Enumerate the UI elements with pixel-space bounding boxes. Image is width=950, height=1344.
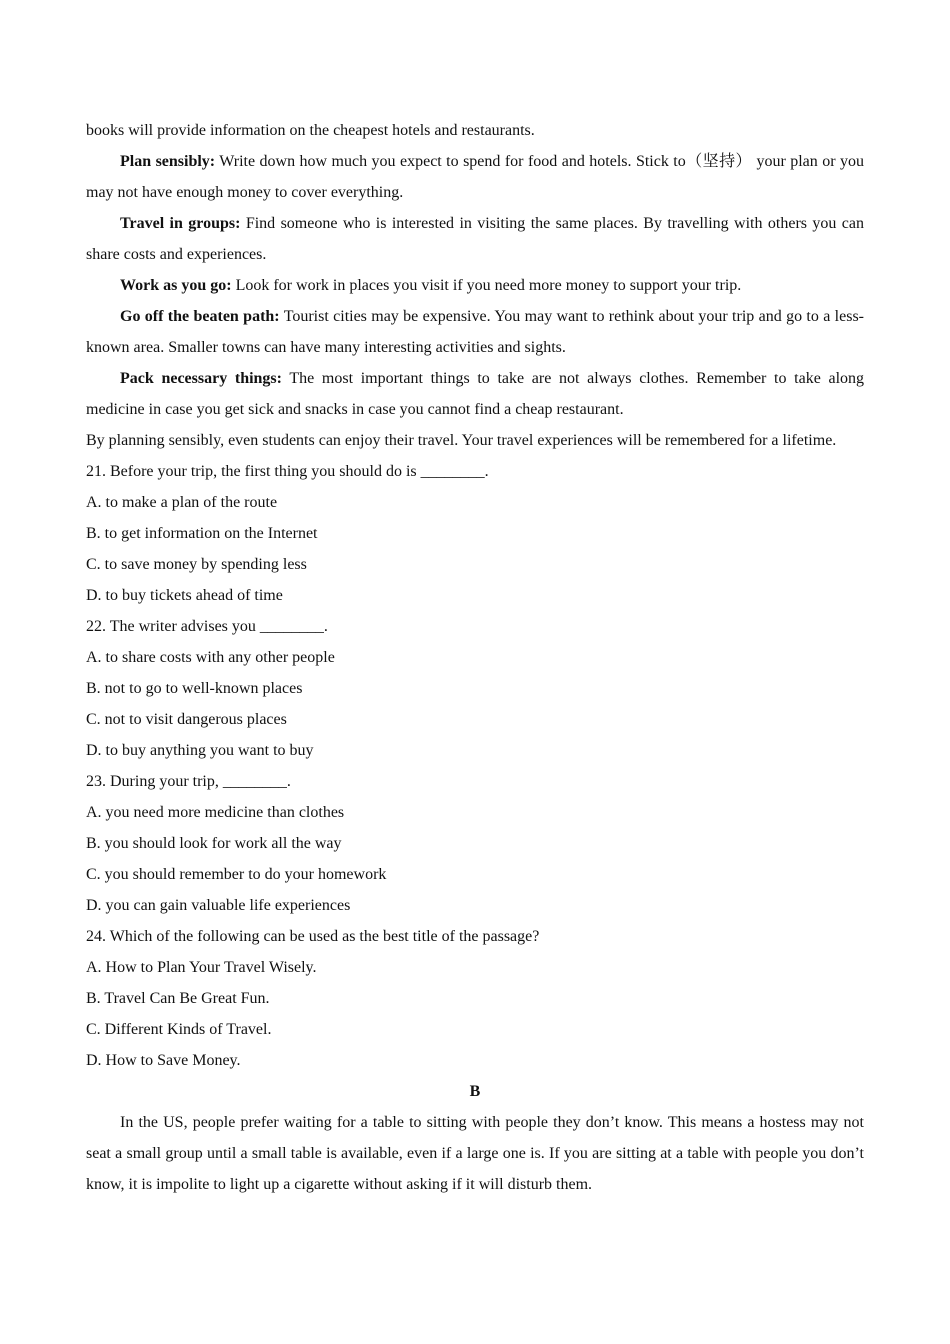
question-option: C. to save money by spending less <box>86 556 307 573</box>
question-option: B. not to go to well-known places <box>86 680 303 697</box>
tip-work-as-you-go <box>86 270 864 301</box>
question-option: B. you should look for work all the way <box>86 835 342 852</box>
tip-text: The most important things to take are not always clothes. Remember to take along medicine in case you get sick and snacks in case you cannot find a cheap restaurant. <box>86 370 865 418</box>
question-stem: 23. During your trip, ________. <box>86 773 291 790</box>
question-option: C. not to visit dangerous places <box>86 711 287 728</box>
tip-go-off-beaten-path <box>86 301 864 363</box>
passage-intro-tail: books will provide information on the cheapest hotels and restaurants. <box>86 122 535 139</box>
tip-text: Tourist cities may be expensive. You may want to rethink about your trip and go to a less-known area. Smaller towns can have many interesting activities and sights. <box>86 308 864 356</box>
question-option: D. to buy anything you want to buy <box>86 742 314 759</box>
question-option: B. Travel Can Be Great Fun. <box>86 990 270 1007</box>
question-option: A. to make a plan of the route <box>86 494 278 511</box>
section-title: B <box>469 1083 481 1100</box>
question-option: D. to buy tickets ahead of time <box>86 587 283 604</box>
tip-text: Write down how much you expect to spend for food and hotels. Stick to（坚持） your plan or you may not have enough money to cover everything. <box>86 153 864 201</box>
question-option: C. Different Kinds of Travel. <box>86 1021 272 1038</box>
question-stem: 24. Which of the following can be used as the best title of the passage? <box>86 928 540 945</box>
question-option: A. How to Plan Your Travel Wisely. <box>86 959 317 976</box>
question-option: A. you need more medicine than clothes <box>86 804 345 821</box>
question-option: B. to get information on the Internet <box>86 525 318 542</box>
question-option: A. to share costs with any other people <box>86 649 335 666</box>
tip-heading: Plan sensibly: <box>120 153 216 170</box>
tip-plan-sensibly <box>86 146 864 208</box>
tip-heading: Go off the beaten path: <box>120 308 280 325</box>
tip-pack-necessary-things <box>86 363 864 425</box>
tip-heading: Work as you go: <box>120 277 232 294</box>
passage-conclusion: By planning sensibly, even students can enjoy their travel. Your travel experiences will be remembered for a lifetime. <box>86 432 837 449</box>
question-option: D. How to Save Money. <box>86 1052 241 1069</box>
document-page <box>86 115 864 1200</box>
section-b-paragraph: In the US, people prefer waiting for a table to sitting with people they don’t know. This means a hostess may not seat a small group until a small table is available, even if a large one is. If you are sitting at a table with people you don’t know, it is impolite to light up a cigarette without asking if it will disturb them. <box>86 1114 864 1193</box>
tip-travel-in-groups <box>86 208 864 270</box>
tip-heading: Travel in groups: <box>120 215 241 232</box>
tip-heading: Pack necessary things: <box>120 370 282 387</box>
question-stem: 21. Before your trip, the first thing you should do is ________. <box>86 463 489 480</box>
question-option: C. you should remember to do your homework <box>86 866 387 883</box>
question-option: D. you can gain valuable life experiences <box>86 897 351 914</box>
tip-text: Look for work in places you visit if you need more money to support your trip. <box>231 277 742 294</box>
question-stem: 22. The writer advises you ________. <box>86 618 328 635</box>
tip-text: Find someone who is interested in visiting the same places. By travelling with others you can share costs and experiences. <box>86 215 864 263</box>
